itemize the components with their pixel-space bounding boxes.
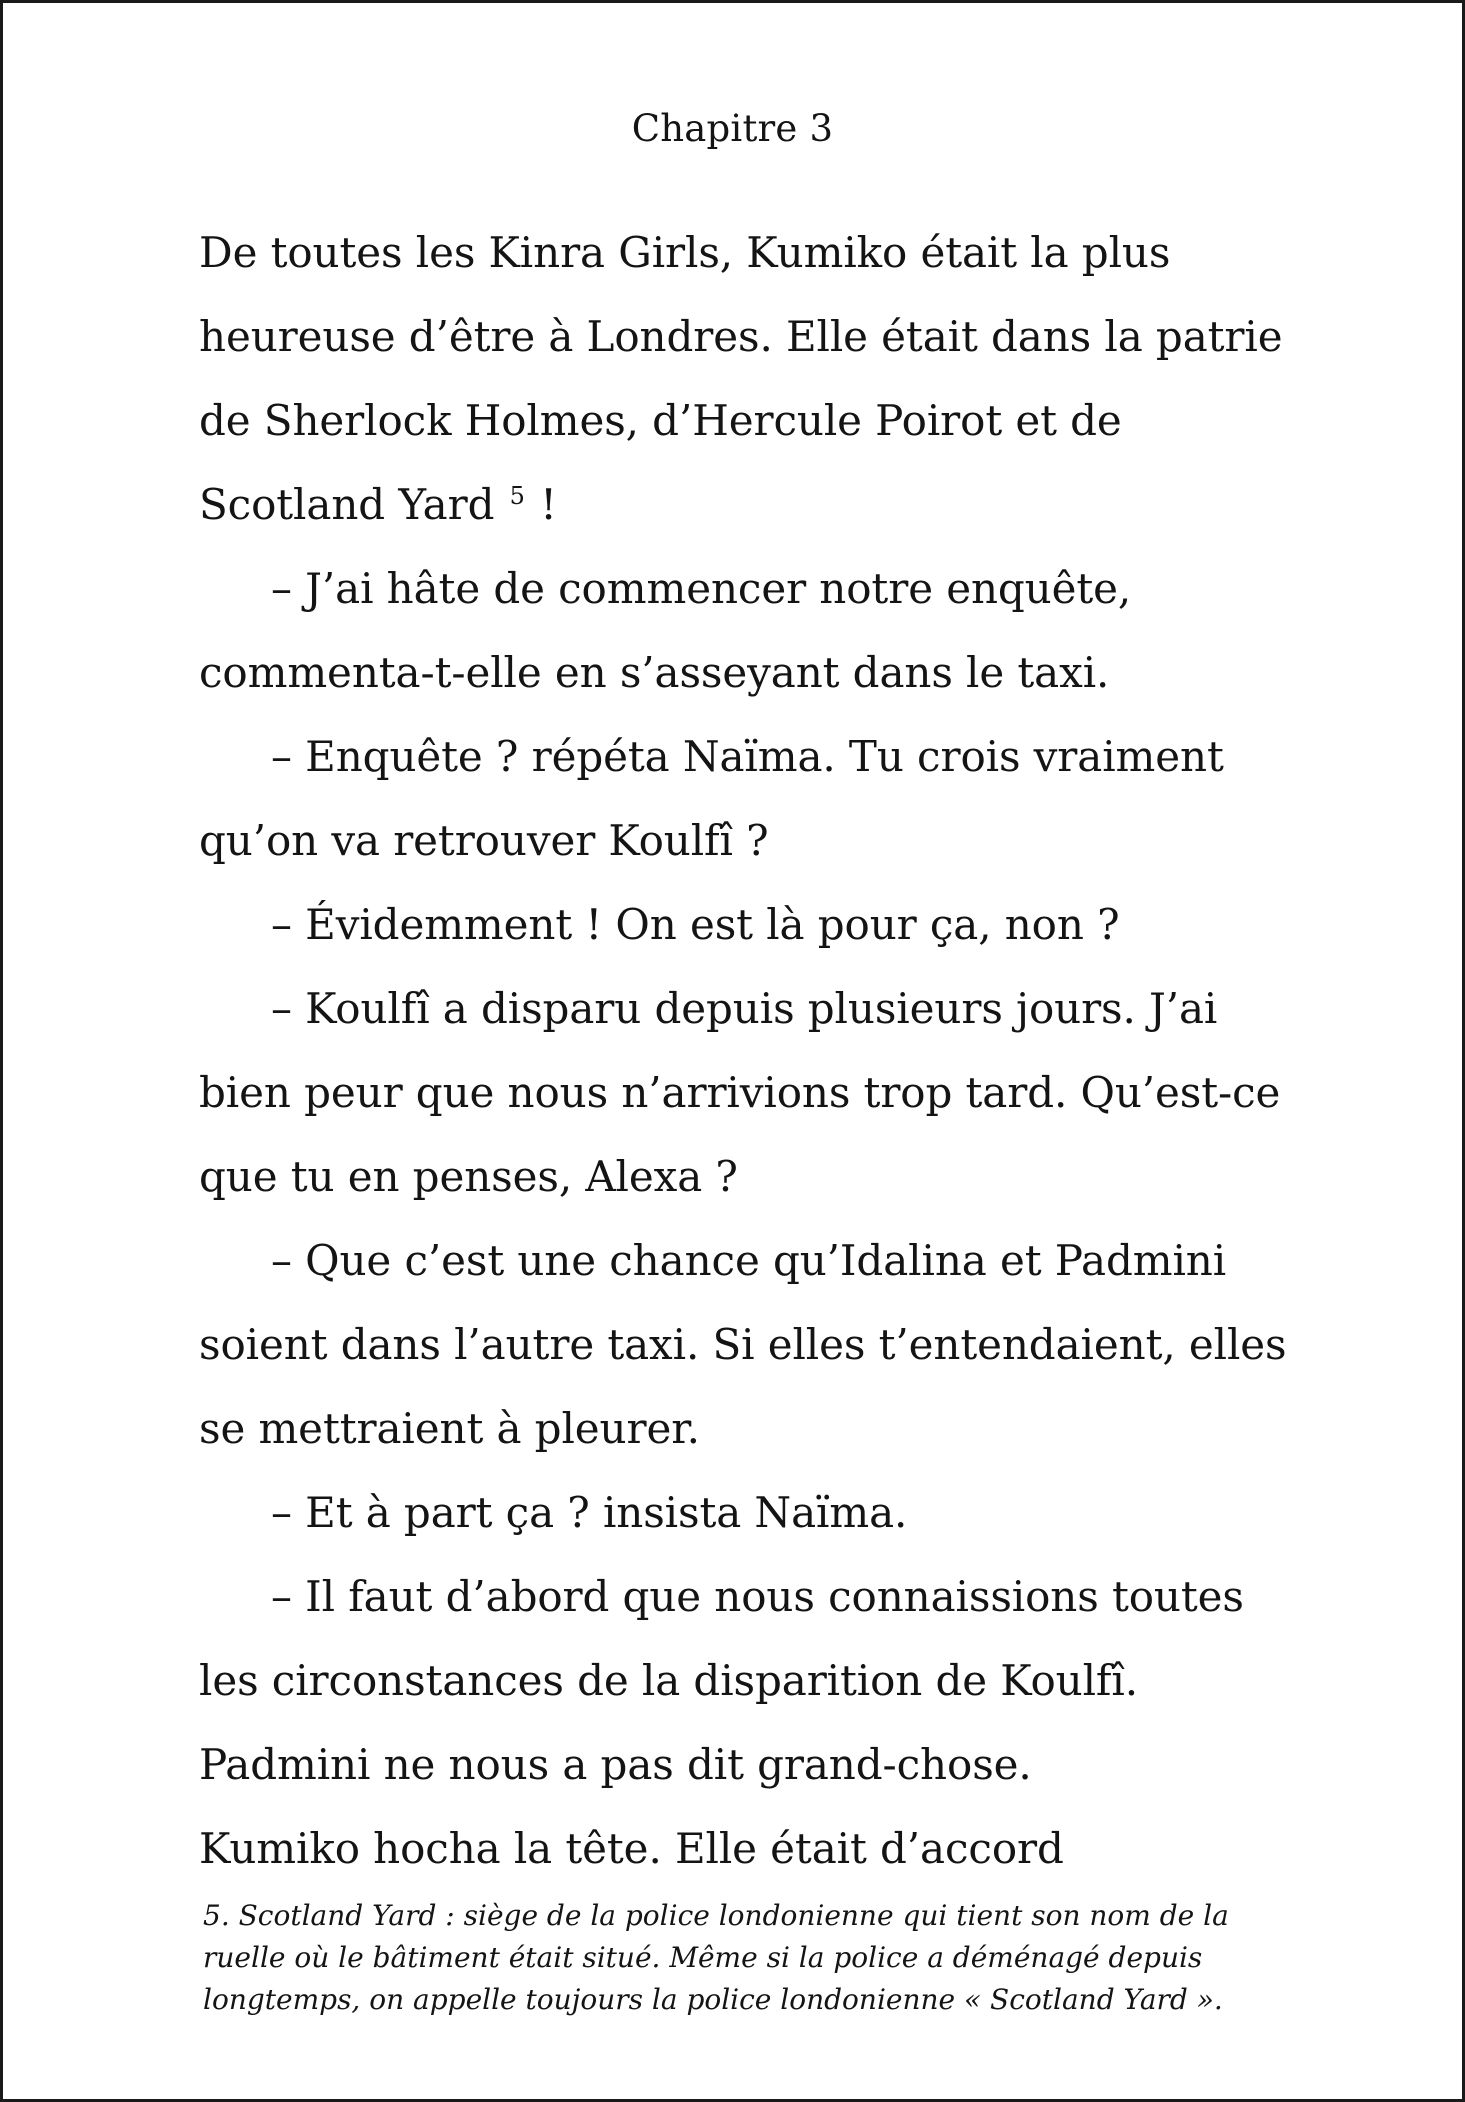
paragraph-6: – Que c’est une chance qu’Idalina et Padmini soient dans l’autre taxi. Si elles t’entendaient, elles se mettraient à pleurer. bbox=[199, 1236, 1287, 1453]
paragraph-3: – Enquête ? répéta Naïma. Tu crois vraiment qu’on va retrouver Koulfî ? bbox=[199, 732, 1224, 865]
paragraph-5: – Koulfî a disparu depuis plusieurs jours. J’ai bien peur que nous n’arrivions trop tard. Qu’est-ce que tu en penses, Alexa ? bbox=[199, 984, 1281, 1201]
paragraph-2: – J’ai hâte de commencer notre enquête, commenta-t-elle en s’asseyant dans le taxi. bbox=[199, 564, 1132, 697]
footnote-text: 5. Scotland Yard : siège de la police londonienne qui tient son nom de la ruelle où le bâtiment était situé. Même si la police a déménagé depuis longtemps, on appelle toujours la police londonienne « Scotland Yard ». bbox=[203, 1899, 1229, 2016]
page-body bbox=[199, 211, 1312, 1891]
footnote-block bbox=[203, 1895, 1304, 2021]
page-title: Chapitre 3 bbox=[631, 107, 834, 150]
paragraph-7: – Et à part ça ? insista Naïma. bbox=[271, 1488, 908, 1537]
paragraph-9: Kumiko hocha la tête. Elle était d’accord bbox=[199, 1824, 1064, 1873]
paragraph-4: – Évidemment ! On est là pour ça, non ? bbox=[271, 900, 1120, 949]
paragraph-1-text-tail: ! bbox=[526, 480, 557, 529]
footnote-reference-5[interactable]: 5 bbox=[509, 482, 525, 510]
paragraph-1 bbox=[199, 211, 1312, 547]
paragraph-1-text: De toutes les Kinra Girls, Kumiko était la plus heureuse d’être à Londres. Elle était dans la patrie de Sherlock Holmes, d’Hercule Poirot et de Scotland Yard bbox=[199, 228, 1283, 529]
paragraph-8: – Il faut d’abord que nous connaissions toutes les circonstances de la disparition de Koulfî. Padmini ne nous a pas dit grand-chose. bbox=[199, 1572, 1244, 1789]
